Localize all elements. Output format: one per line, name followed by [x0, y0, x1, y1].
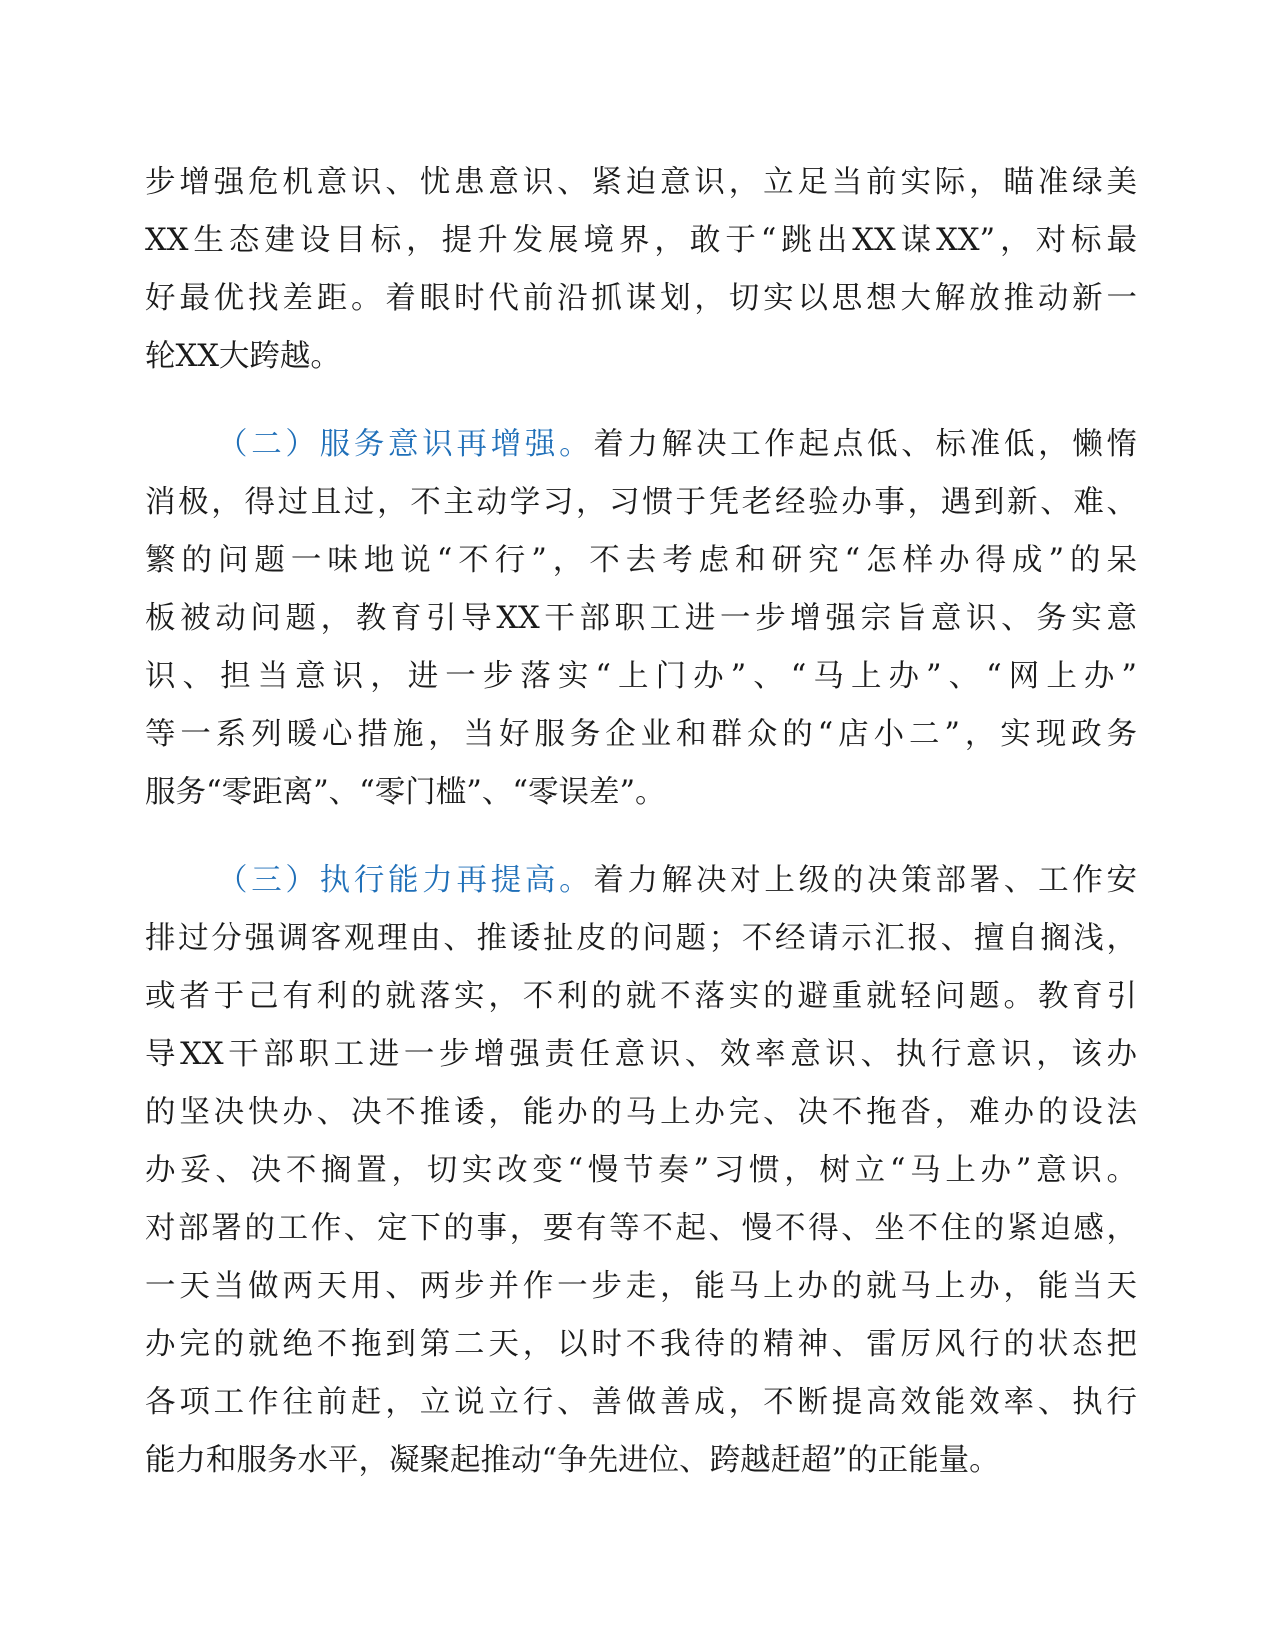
- paragraph-service-awareness: [145, 416, 1137, 822]
- text-line: 步增强危机意识、忧患意识、紧迫意识，立足当前实际，瞄准绿美: [145, 165, 1137, 200]
- text-segment: 着力解决工作起点低、标准低，懒惰: [593, 427, 1138, 462]
- section-heading-3: （三）执行能力再提高。: [217, 863, 594, 898]
- text-line: 办完的就绝不拖到第二天，以时不我待的精神、雷厉风行的状态把: [145, 1327, 1137, 1362]
- text-line: 一天当做两天用、两步并作一步走，能马上办的就马上办，能当天: [145, 1269, 1137, 1304]
- text-line: 对部署的工作、定下的事，要有等不起、慢不得、坐不住的紧迫感，: [145, 1211, 1137, 1246]
- text-line: 能力和服务水平，凝聚起推动“争先进位、跨越赶超”的正能量。: [145, 1443, 1000, 1478]
- text-line: 各项工作往前赶，立说立行、善做善成，不断提高效能效率、执行: [145, 1385, 1137, 1420]
- text-line: 繁的问题一味地说“不行”，不去考虑和研究“怎样办得成”的呆: [145, 543, 1137, 578]
- text-line: 排过分强调客观理由、推诿扯皮的问题；不经请示汇报、擅自搁浅，: [145, 921, 1137, 956]
- text-line: 或者于己有利的就落实，不利的就不落实的避重就轻问题。教育引: [145, 979, 1137, 1014]
- paragraph-first-line: [145, 852, 1137, 910]
- text-line: 服务“零距离”、“零门槛”、“零误差”。: [145, 775, 666, 810]
- paragraph-continuation: [145, 154, 1137, 386]
- text-line: 的坚决快办、决不推诿，能办的马上办完、决不拖沓，难办的设法: [145, 1095, 1137, 1130]
- text-line: 消极，得过且过，不主动学习，习惯于凭老经验办事，遇到新、难、: [145, 485, 1137, 520]
- text-line: 识、担当意识，进一步落实“上门办”、“马上办”、“网上办”: [145, 659, 1137, 694]
- paragraph-first-line: [145, 416, 1137, 474]
- text-line: 办妥、决不搁置，切实改变“慢节奏”习惯，树立“马上办”意识。: [145, 1153, 1137, 1188]
- section-heading-2: （二）服务意识再增强。: [217, 427, 594, 462]
- text-line: 轮XX大跨越。: [145, 339, 341, 374]
- paragraph-execution-ability: [145, 852, 1137, 1490]
- text-line: 好最优找差距。着眼时代前沿抓谋划，切实以思想大解放推动新一: [145, 281, 1137, 316]
- text-line: 板被动问题，教育引导XX干部职工进一步增强宗旨意识、务实意: [145, 601, 1137, 636]
- text-segment: 着力解决对上级的决策部署、工作安: [593, 863, 1138, 898]
- text-line: XX生态建设目标，提升发展境界，敢于“跳出XX谋XX”，对标最: [145, 223, 1137, 258]
- text-line: 等一系列暖心措施，当好服务企业和群众的“店小二”，实现政务: [145, 717, 1137, 752]
- document-body: [145, 154, 1137, 1520]
- text-line: 导XX干部职工进一步增强责任意识、效率意识、执行意识，该办: [145, 1037, 1137, 1072]
